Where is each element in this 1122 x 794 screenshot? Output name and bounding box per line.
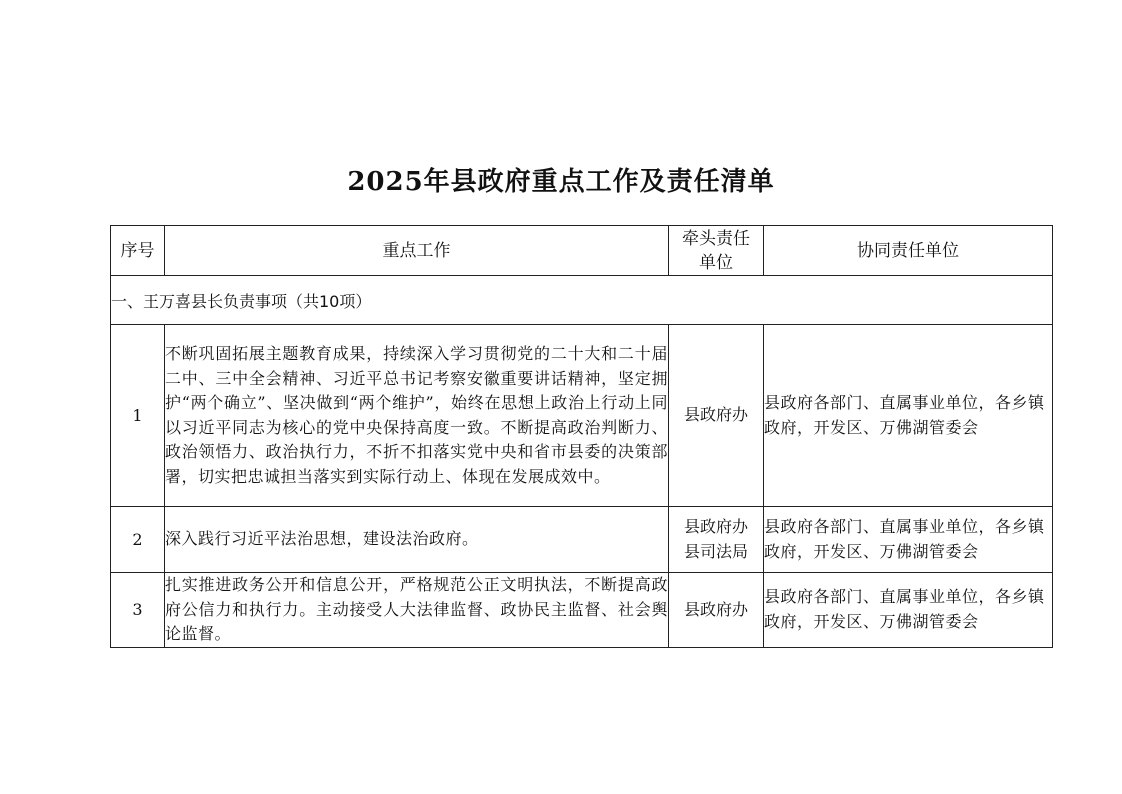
row-lead <box>669 573 764 648</box>
row-work: 不断巩固拓展主题教育成果，持续深入学习贯彻党的二十大和二十届二中、三中全会精神、习近平总书记考察安徽重要讲话精神，坚定拥护“两个确立”、坚决做到“两个维护”，始终在思想上政治上行动上同以习近平同志为核心的党中央保持高度一致。不断提高政治判断力、政治领悟力、政治执行力，不折不扣落实党中央和省市县委的决策部署，切实把忠诚担当落实到实际行动上、体现在发展成效中。 <box>165 325 669 507</box>
table-header-row <box>111 226 1053 276</box>
row-index: 1 <box>111 325 165 507</box>
row-coop: 县政府各部门、直属事业单位，各乡镇政府，开发区、万佛湖管委会 <box>764 573 1053 648</box>
row-lead-line2: 县司法局 <box>683 541 748 561</box>
row-lead-line1: 县政府办 <box>683 599 748 619</box>
row-lead-line1: 县政府办 <box>683 405 748 425</box>
row-lead <box>669 507 764 573</box>
header-coop: 协同责任单位 <box>764 226 1053 276</box>
row-work: 深入践行习近平法治思想，建设法治政府。 <box>165 507 669 573</box>
header-lead <box>669 226 764 276</box>
header-lead-line1: 牵头责任 <box>682 228 750 249</box>
header-index: 序号 <box>111 226 165 276</box>
table-row <box>111 507 1053 573</box>
row-lead-line1: 县政府办 <box>683 517 748 536</box>
row-index: 3 <box>111 573 165 648</box>
header-lead-line2: 单位 <box>699 252 733 273</box>
row-lead <box>669 325 764 507</box>
row-coop: 县政府各部门、直属事业单位，各乡镇政府，开发区、万佛湖管委会 <box>764 325 1053 507</box>
row-work: 扎实推进政务公开和信息公开，严格规范公正文明执法，不断提高政府公信力和执行力。主动接受人大法律监督、政协民主监督、社会舆论监督。 <box>165 573 669 648</box>
header-work: 重点工作 <box>165 226 669 276</box>
section-row <box>111 276 1053 325</box>
table-row <box>111 325 1053 507</box>
row-coop: 县政府各部门、直属事业单位，各乡镇政府，开发区、万佛湖管委会 <box>764 507 1053 573</box>
row-index: 2 <box>111 507 165 573</box>
table-row <box>111 573 1053 648</box>
section-heading: 一、王万喜县长负责事项（共10项） <box>111 276 1053 325</box>
responsibility-table <box>110 225 1053 648</box>
page-title: 2025年县政府重点工作及责任清单 <box>347 167 775 197</box>
